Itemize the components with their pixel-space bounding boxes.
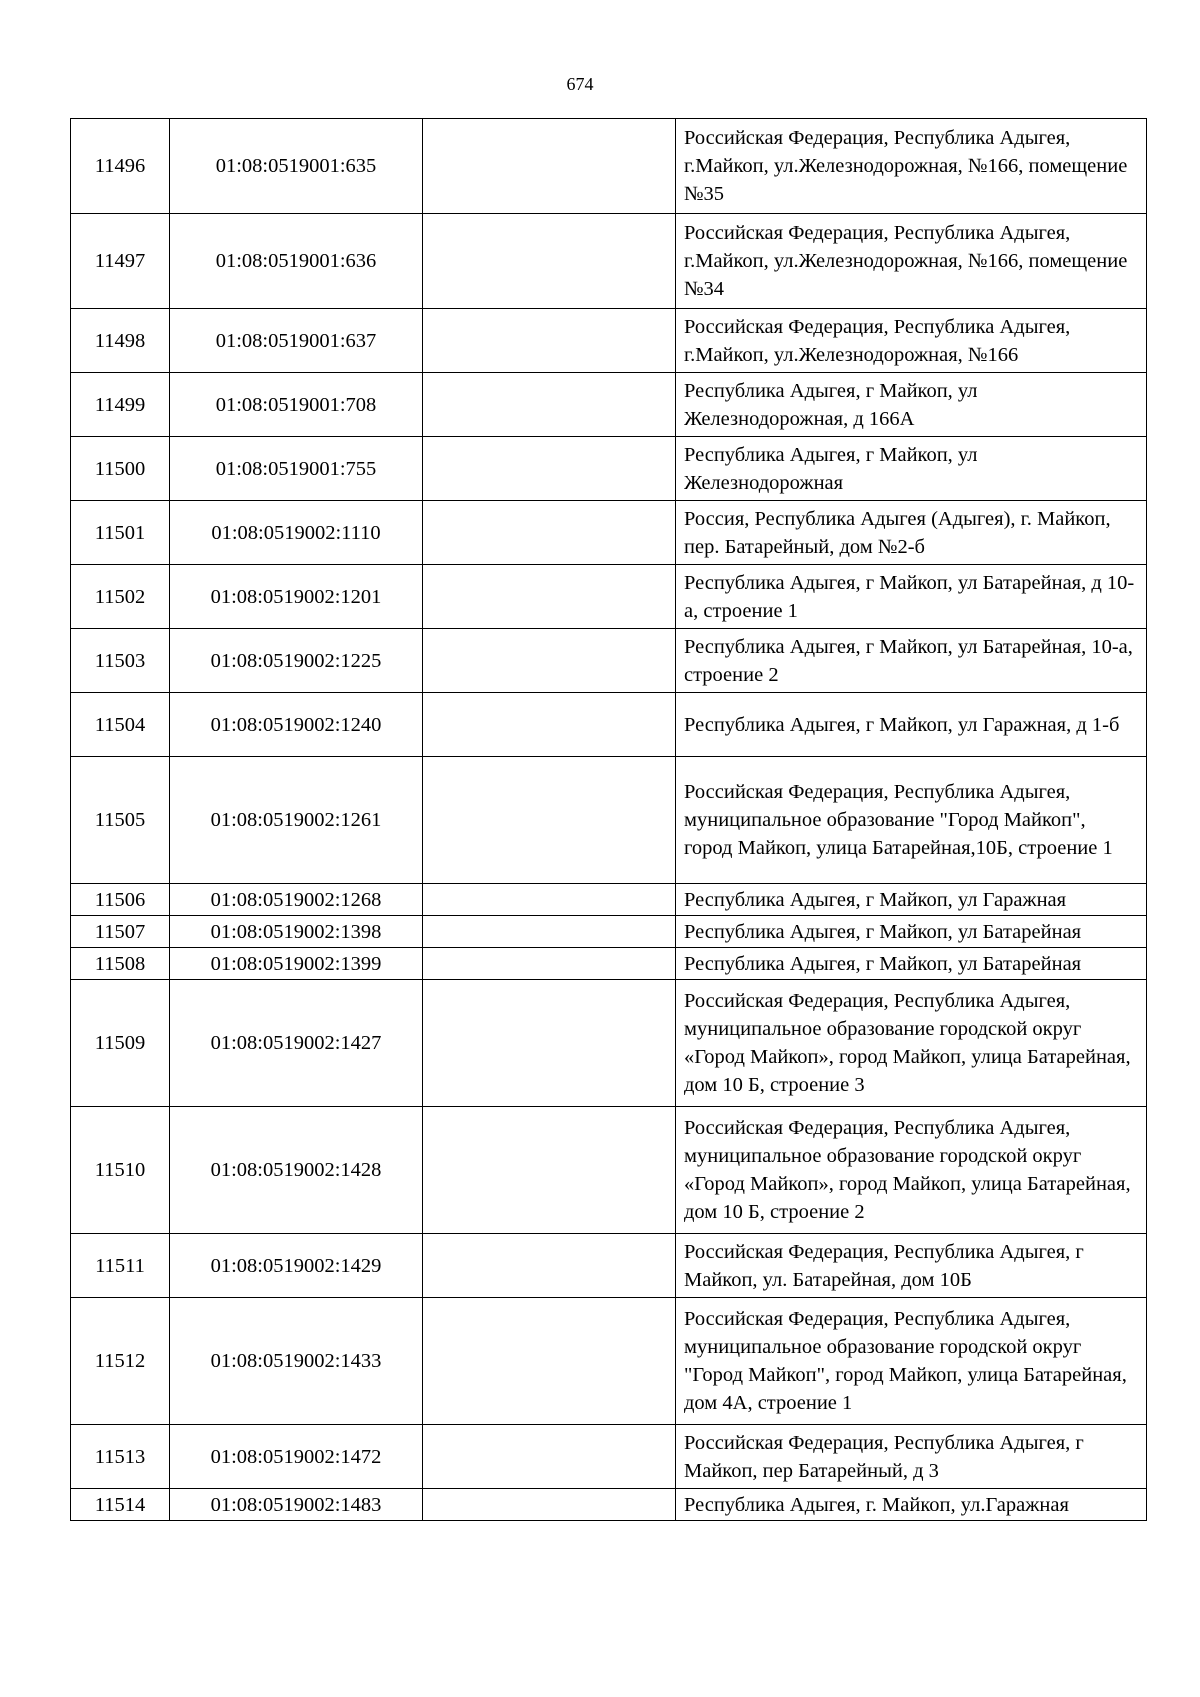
empty-cell: [423, 1234, 676, 1298]
empty-cell: [423, 437, 676, 501]
row-number: 11508: [71, 948, 170, 980]
address: Республика Адыгея, г Майкоп, ул Гаражная, д 1-б: [676, 693, 1147, 757]
cadastral-number: 01:08:0519002:1428: [170, 1107, 423, 1234]
empty-cell: [423, 373, 676, 437]
address: Российская Федерация, Республика Адыгея, г Майкоп, ул. Батарейная, дом 10Б: [676, 1234, 1147, 1298]
cadastral-number: 01:08:0519001:636: [170, 214, 423, 309]
cadastral-number: 01:08:0519002:1201: [170, 565, 423, 629]
address: Республика Адыгея, г Майкоп, ул Батарейная: [676, 948, 1147, 980]
row-number: 11498: [71, 309, 170, 373]
row-number: 11509: [71, 980, 170, 1107]
cadastral-number: 01:08:0519002:1433: [170, 1298, 423, 1425]
empty-cell: [423, 309, 676, 373]
address: Республика Адыгея, г Майкоп, ул Батарейная: [676, 916, 1147, 948]
table-row: [71, 1425, 1147, 1489]
empty-cell: [423, 1298, 676, 1425]
address: Российская Федерация, Республика Адыгея, муниципальное образование "Город Майкоп", город Майкоп, улица Батарейная,10Б, строение 1: [676, 757, 1147, 884]
row-number: 11501: [71, 501, 170, 565]
table-row: [71, 948, 1147, 980]
cadastral-number: 01:08:0519001:708: [170, 373, 423, 437]
address: Республика Адыгея, г Майкоп, ул Гаражная: [676, 884, 1147, 916]
table-row: [71, 214, 1147, 309]
address: Российская Федерация, Республика Адыгея, г.Майкоп, ул.Железнодорожная, №166: [676, 309, 1147, 373]
empty-cell: [423, 629, 676, 693]
table-row: [71, 1298, 1147, 1425]
empty-cell: [423, 501, 676, 565]
table-row: [71, 693, 1147, 757]
row-number: 11514: [71, 1489, 170, 1521]
table-row: [71, 629, 1147, 693]
address: Республика Адыгея, г Майкоп, ул Батарейная, д 10-а, строение 1: [676, 565, 1147, 629]
address: Российская Федерация, Республика Адыгея, муниципальное образование городской округ «Город Майкоп», город Майкоп, улица Батарейная, дом 10 Б, строение 2: [676, 1107, 1147, 1234]
table-row: [71, 309, 1147, 373]
row-number: 11500: [71, 437, 170, 501]
table-row: [71, 373, 1147, 437]
table-row: [71, 1107, 1147, 1234]
table-row: [71, 119, 1147, 214]
empty-cell: [423, 884, 676, 916]
empty-cell: [423, 119, 676, 214]
table-row: [71, 884, 1147, 916]
cadastral-number: 01:08:0519002:1240: [170, 693, 423, 757]
empty-cell: [423, 757, 676, 884]
cadastral-number: 01:08:0519002:1429: [170, 1234, 423, 1298]
cadastral-number: 01:08:0519002:1472: [170, 1425, 423, 1489]
table-row: [71, 916, 1147, 948]
cadastral-number: 01:08:0519001:635: [170, 119, 423, 214]
cadastral-number: 01:08:0519002:1225: [170, 629, 423, 693]
row-number: 11506: [71, 884, 170, 916]
table-row: [71, 980, 1147, 1107]
row-number: 11511: [71, 1234, 170, 1298]
row-number: 11499: [71, 373, 170, 437]
empty-cell: [423, 980, 676, 1107]
address: Республика Адыгея, г Майкоп, ул Железнодорожная, д 166А: [676, 373, 1147, 437]
cadastral-number: 01:08:0519002:1427: [170, 980, 423, 1107]
row-number: 11507: [71, 916, 170, 948]
address: Российская Федерация, Республика Адыгея, г.Майкоп, ул.Железнодорожная, №166, помещение №35: [676, 119, 1147, 214]
address: Республика Адыгея, г Майкоп, ул Железнодорожная: [676, 437, 1147, 501]
address: Республика Адыгея, г. Майкоп, ул.Гаражная: [676, 1489, 1147, 1521]
row-number: 11502: [71, 565, 170, 629]
empty-cell: [423, 214, 676, 309]
cadastral-number: 01:08:0519002:1399: [170, 948, 423, 980]
address: Республика Адыгея, г Майкоп, ул Батарейная, 10-а, строение 2: [676, 629, 1147, 693]
table-row: [71, 1234, 1147, 1298]
table-row: [71, 1489, 1147, 1521]
page-number: 674: [566, 74, 594, 94]
cadastral-number: 01:08:0519002:1261: [170, 757, 423, 884]
table-row: [71, 501, 1147, 565]
row-number: 11505: [71, 757, 170, 884]
table-row: [71, 437, 1147, 501]
address: Российская Федерация, Республика Адыгея, г Майкоп, пер Батарейный, д 3: [676, 1425, 1147, 1489]
cadastral-number: 01:08:0519002:1398: [170, 916, 423, 948]
empty-cell: [423, 916, 676, 948]
row-number: 11513: [71, 1425, 170, 1489]
empty-cell: [423, 693, 676, 757]
empty-cell: [423, 1107, 676, 1234]
cadastral-number: 01:08:0519001:755: [170, 437, 423, 501]
cadastral-number: 01:08:0519002:1483: [170, 1489, 423, 1521]
address: Российская Федерация, Республика Адыгея, муниципальное образование городской округ "Город Майкоп", город Майкоп, улица Батарейная, дом 4А, строение 1: [676, 1298, 1147, 1425]
row-number: 11512: [71, 1298, 170, 1425]
property-register-table: [70, 118, 1147, 1521]
cadastral-number: 01:08:0519001:637: [170, 309, 423, 373]
address: Российская Федерация, Республика Адыгея, муниципальное образование городской округ «Город Майкоп», город Майкоп, улица Батарейная, дом 10 Б, строение 3: [676, 980, 1147, 1107]
address: Российская Федерация, Республика Адыгея, г.Майкоп, ул.Железнодорожная, №166, помещение №34: [676, 214, 1147, 309]
row-number: 11496: [71, 119, 170, 214]
address: Россия, Республика Адыгея (Адыгея), г. Майкоп, пер. Батарейный, дом №2-б: [676, 501, 1147, 565]
empty-cell: [423, 1425, 676, 1489]
table-row: [71, 565, 1147, 629]
cadastral-number: 01:08:0519002:1268: [170, 884, 423, 916]
cadastral-number: 01:08:0519002:1110: [170, 501, 423, 565]
row-number: 11497: [71, 214, 170, 309]
table-row: [71, 757, 1147, 884]
empty-cell: [423, 1489, 676, 1521]
row-number: 11503: [71, 629, 170, 693]
row-number: 11510: [71, 1107, 170, 1234]
empty-cell: [423, 565, 676, 629]
empty-cell: [423, 948, 676, 980]
row-number: 11504: [71, 693, 170, 757]
